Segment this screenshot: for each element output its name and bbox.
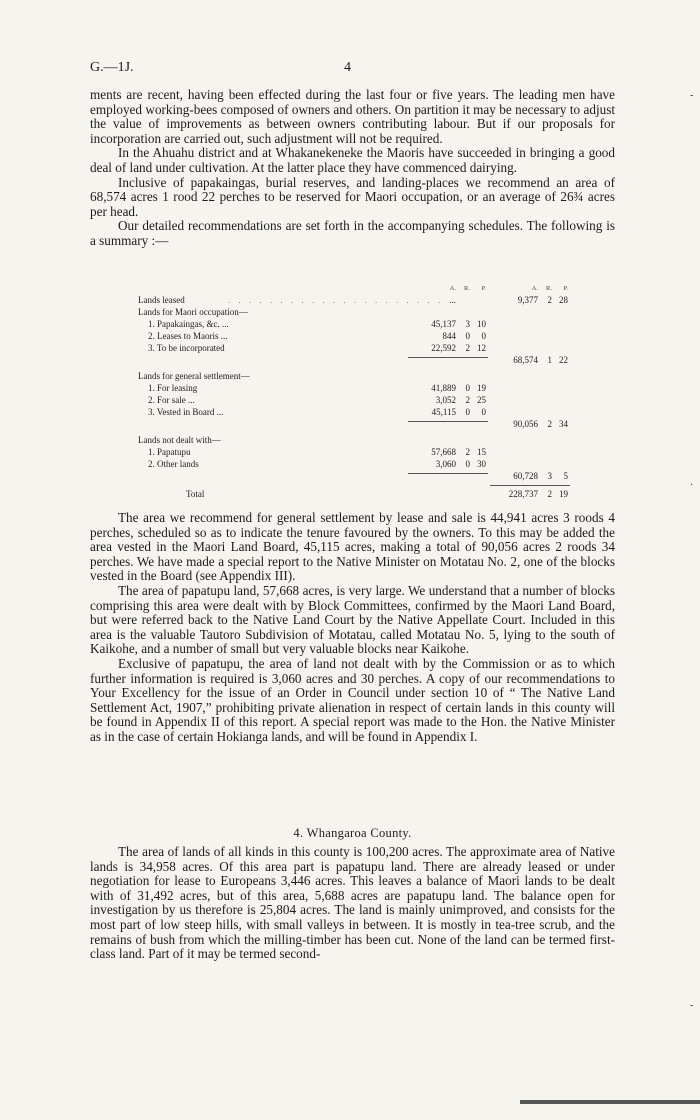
- section-heading-row: [138, 371, 578, 383]
- col-header-acres: A.: [449, 285, 456, 292]
- table-row: [138, 343, 578, 355]
- row-label: 1. For leasing: [148, 383, 198, 393]
- cell-acres: 41,889: [431, 383, 456, 393]
- row-heading: Lands not dealt with—: [138, 435, 221, 445]
- row-heading: Lands for Maori occupation—: [138, 307, 248, 317]
- cell-acres: 22,592: [431, 343, 456, 353]
- cell-acres: 3,052: [435, 395, 456, 405]
- subtotal-row: [138, 471, 578, 483]
- total-perches: 19: [559, 489, 568, 499]
- cell-perches: 19: [477, 383, 486, 393]
- paragraph: The area of papatupu land, 57,668 acres, is very large. We understand that a number of blocks comprising this area were dealt with by Block Committees, confirmed by the Maori Land Board, but were referred back to the Native Land Court by the Native Appellate Court. Included in this area is the valuable Tautoro Subdivision of Motatau, called Motatau No. 5, lying to the south of Kaikohe, and a number of small but very valuable blocks near Kaikohe.: [90, 582, 615, 657]
- table-row: [138, 447, 578, 459]
- total-acres: 228,737: [508, 489, 538, 499]
- total-rule: [490, 485, 570, 486]
- text-block-middle: [90, 511, 615, 745]
- cell-roods: 0: [465, 407, 470, 417]
- col-header-perches: P.: [563, 285, 568, 292]
- table-row: [138, 459, 578, 471]
- row-label: 3. Vested in Board ...: [148, 407, 224, 417]
- cell-roods: 0: [465, 459, 470, 469]
- leased-dots: ...: [449, 295, 456, 305]
- cell-acres: 45,137: [431, 319, 456, 329]
- total-roods: 2: [547, 489, 552, 499]
- summary-table: [138, 285, 578, 505]
- cell-perches: 28: [559, 295, 568, 305]
- cell-roods: 0: [465, 331, 470, 341]
- row-label: Lands leased: [138, 295, 185, 305]
- cell-acres: 3,060: [435, 459, 456, 469]
- paragraph: The area we recommend for general settlement by lease and sale is 44,941 acres 3 roods 4 perches, scheduled so as to indicate the tenure favoured by the owners. To this may be added the area vested in the Maori Land Board, 45,115 acres, making a total of 90,056 acres 2 roods 34 perches. We have made a special report to the Native Minister on Motatau No. 2, one of the blocks vested in the Board (see Appendix III).: [90, 510, 615, 584]
- row-label: 1. Papatupu: [148, 447, 191, 457]
- table-row: [138, 295, 578, 307]
- cell-perches: 12: [477, 343, 486, 353]
- col-header-acres: A.: [531, 285, 538, 292]
- cell-acres: 9,377: [517, 295, 538, 305]
- scan-edge-mark: -: [690, 90, 694, 101]
- subtotal-row: [138, 355, 578, 367]
- paragraph: Our detailed recommendations are set forth in the accompanying schedules. The following is a summary :—: [90, 218, 615, 248]
- cell-roods: 2: [465, 343, 470, 353]
- subtotal-perches: 34: [559, 419, 568, 429]
- table-row: [138, 331, 578, 343]
- row-label: 2. Leases to Maoris ...: [148, 331, 228, 341]
- scan-edge-mark: -: [690, 1000, 694, 1011]
- subtotal-roods: 1: [547, 355, 552, 365]
- page-header: [90, 60, 610, 80]
- subtotal-perches: 5: [563, 471, 568, 481]
- text-block-top: [90, 88, 615, 249]
- cell-perches: 15: [477, 447, 486, 457]
- cell-acres: 57,668: [431, 447, 456, 457]
- table-row: [138, 407, 578, 419]
- subtotal-acres: 90,056: [513, 419, 538, 429]
- row-label: 3. To be incorporated: [148, 343, 225, 353]
- cell-roods: 2: [465, 395, 470, 405]
- text-block-bottom: [90, 845, 615, 962]
- cell-perches: 25: [477, 395, 486, 405]
- row-heading: Lands for general settlement—: [138, 371, 250, 381]
- scan-artifact-line: [520, 1100, 700, 1104]
- paragraph: ments are recent, having been effected during the last four or five years. The leading men have employed working-bees composed of owners and others. On partition it may be necessary to adjust the value of improvements as between owners contributing labour. But if our proposals for incorporation are carried out, such adjustment will not be required.: [90, 87, 615, 146]
- total-row: [138, 489, 578, 501]
- paragraph: Inclusive of papakaingas, burial reserves, and landing-places we recommend an area of 68,574 acres 1 rood 22 perches to be reserved for Maori occupation, or an average of 26¾ acres per head.: [90, 174, 615, 219]
- cell-roods: 2: [465, 447, 470, 457]
- cell-perches: 0: [481, 407, 486, 417]
- col-header-roods: R.: [464, 285, 470, 292]
- row-label: 1. Papakaingas, &c. ...: [148, 319, 229, 329]
- page-number: 4: [344, 60, 351, 75]
- subtotal-acres: 68,574: [513, 355, 538, 365]
- subtotal-perches: 22: [559, 355, 568, 365]
- cell-perches: 0: [481, 331, 486, 341]
- row-label: 2. Other lands: [148, 459, 199, 469]
- cell-acres: 844: [442, 331, 456, 341]
- paragraph: The area of lands of all kinds in this county is 100,200 acres. The approximate area of Native lands is 34,958 acres. Of this area part is papatupu land. There are already leased or under negotiation for lease to Europeans 3,446 acres. This leaves a balance of Maori lands to be dealt with of 31,492 acres, but of this area, 5,688 acres are papatupu land. The balance open for investigation by us therefore is 25,804 acres. The land is mainly unimproved, and consists for the most part of low steep hills, with small valleys in between. It is mostly in tea-tree scrub, and the remains of bush from which the milling-timber has been cut. None of the land can be termed first-class land. Part of it may be termed second-: [90, 844, 615, 962]
- paragraph: In the Ahuahu district and at Whakanekeneke the Maoris have succeeded in bringing a good deal of land under cultivation. At the latter place they have commenced dairying.: [90, 145, 615, 175]
- subtotal-roods: 3: [547, 471, 552, 481]
- paragraph: Exclusive of papatupu, the area of land not dealt with by the Commission or as to which further information is required is 3,060 acres and 30 perches. A copy of our recommendations to Your Excellency for the issue of an Order in Council under section 10 of “ The Native Land Settlement Act, 1907,” prohibiting private alienation in respect of certain lands in this county will be found in Appendix II of this report. A special report was made to the Hon. the Native Minister as in the case of certain Hokianga lands, and will be found in Appendix I.: [90, 655, 615, 744]
- dot-leader: . . . . . . . . . . . . . . . . . . . . .: [228, 295, 444, 305]
- total-label: Total: [186, 489, 205, 499]
- scan-edge-mark: ·: [690, 480, 694, 491]
- table-row: [138, 395, 578, 407]
- document-reference: G.—1J.: [90, 60, 134, 75]
- cell-acres: 45,115: [431, 407, 456, 417]
- section-heading-row: [138, 435, 578, 447]
- table-row: [138, 319, 578, 331]
- section-heading: 4. Whangaroa County.: [293, 826, 412, 840]
- section-heading-row: [138, 307, 578, 319]
- cell-roods: 3: [465, 319, 470, 329]
- subtotal-acres: 60,728: [513, 471, 538, 481]
- subtotal-roods: 2: [547, 419, 552, 429]
- subtotal-row: [138, 419, 578, 431]
- cell-roods: 2: [547, 295, 552, 305]
- cell-perches: 10: [477, 319, 486, 329]
- table-row: [138, 383, 578, 395]
- col-header-perches: P.: [481, 285, 486, 292]
- col-header-roods: R.: [546, 285, 552, 292]
- cell-roods: 0: [465, 383, 470, 393]
- cell-perches: 30: [477, 459, 486, 469]
- row-label: 2. For sale ...: [148, 395, 195, 405]
